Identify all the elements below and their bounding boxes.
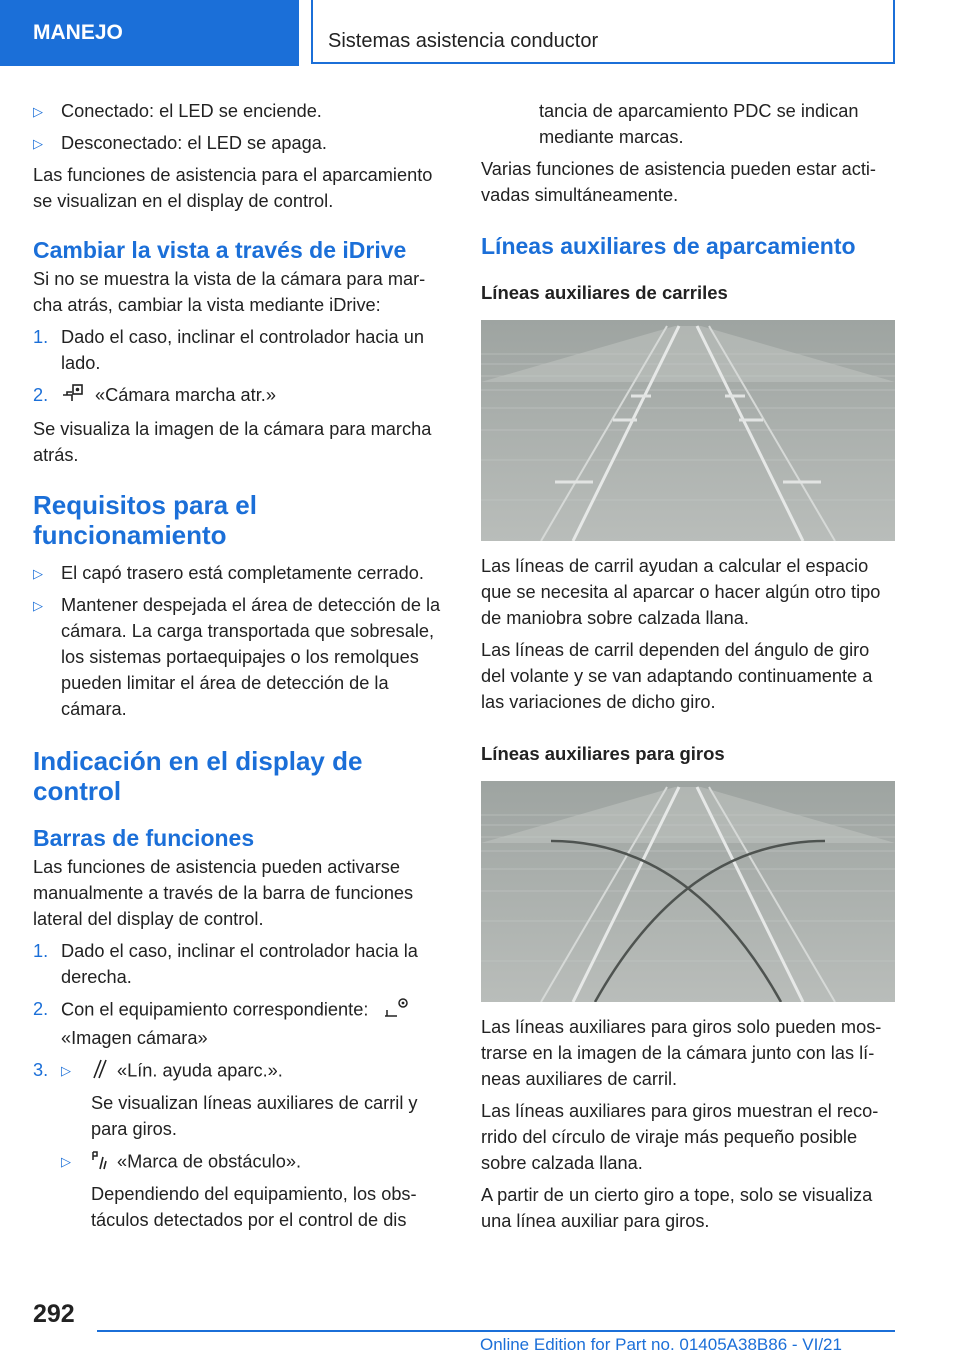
sub-list-item: ▷ «Marca de obstáculo». Dependiendo del equipamiento, los obstáculos detectados por el control de dis <box>61 1148 448 1233</box>
paragraph: Las líneas de carril ayudan a calcular el espacio que se necesita al aparcar o hacer algún otro tipo de maniobra sobre calzada llana. <box>481 556 881 628</box>
list-item: 1. Dado el caso, inclinar el controlador hacia un lado. <box>33 324 448 376</box>
list-item: ▷ Mantener despejada el área de detección de la cámara. La carga transportada que sobresale, los sistemas portaequipajes o los remolques pueden limitar el área de detección de la cámara. <box>33 594 441 719</box>
footer-edition: Online Edition for Part no. 01405A38B86 - VI/21 <box>480 1335 842 1354</box>
heading-requirements: Requisitos para el funcionamiento <box>33 489 257 550</box>
paragraph: Dependiendo del equipamiento, los obstáculos detectados por el control de dis <box>91 1183 417 1230</box>
obstacle-marker-icon <box>91 1148 109 1177</box>
step-number: 1. <box>33 940 49 961</box>
list-item <box>33 1057 448 1233</box>
left-column <box>33 98 448 1239</box>
page-number: 292 <box>33 1300 75 1328</box>
sub-list-item: ▷ «Lín. ayuda aparc.». Se visualizan líneas auxiliares de carril y para giros. <box>61 1057 448 1142</box>
step-number: 3. <box>33 1059 49 1080</box>
footer-divider <box>97 1330 895 1332</box>
paragraph: Se visualiza la imagen de la cámara para marcha atrás. <box>33 418 432 465</box>
list-item: 2. «Cámara marcha atr.» <box>33 382 448 410</box>
step-number: 2. <box>33 385 49 405</box>
chapter-title: Sistemas asistencia conductor <box>311 0 895 64</box>
list-item: ▷ Desconectado: el LED se apaga. <box>33 130 448 156</box>
camera-settings-icon <box>383 996 411 1025</box>
heading-change-view: Cambiar la vista a través de iDrive <box>33 237 407 263</box>
triangle-bullet-icon: ▷ <box>61 1153 71 1169</box>
rear-camera-icon <box>61 383 87 410</box>
triangle-bullet-icon: ▷ <box>33 565 43 581</box>
paragraph: A partir de un cierto giro a tope, solo se visualiza una línea auxiliar para giros. <box>481 1185 873 1231</box>
heading-function-bars: Barras de funciones <box>33 824 255 851</box>
turn-lines-illustration <box>481 781 895 1002</box>
list-item: ▷ El capó trasero está completamente cerrado. <box>33 560 448 586</box>
parking-lines-icon <box>91 1057 109 1086</box>
heading-lane-lines: Líneas auxiliares de carriles <box>481 282 728 303</box>
continued-text: tancia de aparcamiento PDC se indican mediante marcas. <box>539 101 859 147</box>
paragraph: Se visualizan líneas auxiliares de carril y para giros. <box>91 1092 418 1139</box>
triangle-bullet-icon: ▷ <box>33 597 43 613</box>
paragraph: Las líneas auxiliares para giros solo pueden mostrarse en la imagen de la cámara junto con las líneas auxiliares de carril. <box>481 1017 882 1089</box>
right-column <box>481 98 895 1240</box>
paragraph: Si no se muestra la vista de la cámara para marcha atrás, cambiar la vista mediante iDrive: <box>33 269 426 315</box>
triangle-bullet-icon: ▷ <box>61 1062 71 1078</box>
paragraph: Las líneas auxiliares para giros muestran el recorrido del círculo de viraje más pequeño posible sobre calzada llana. <box>481 1101 879 1173</box>
step-number: 2. <box>33 998 49 1019</box>
lane-lines-illustration <box>481 320 895 541</box>
heading-parking-lines: Líneas auxiliares de aparcamiento <box>481 233 856 259</box>
paragraph: Varias funciones de asistencia pueden estar activadas simultáneamente. <box>481 159 876 205</box>
triangle-bullet-icon: ▷ <box>33 104 43 119</box>
heading-display: Indicación en el display de control <box>33 745 363 806</box>
triangle-bullet-icon: ▷ <box>33 136 43 151</box>
section-tab: MANEJO <box>0 0 299 66</box>
paragraph: Las líneas de carril dependen del ángulo de giro del volante y se van adaptando continuamente a las variaciones de dicho giro. <box>481 640 873 712</box>
paragraph: Las funciones de asistencia pueden activarse manualmente a través de la barra de funciones lateral del display de control. <box>33 856 414 929</box>
list-item: ▷ Conectado: el LED se enciende. <box>33 98 448 124</box>
page-header <box>0 0 960 66</box>
list-item: 2. Con el equipamiento correspondiente: «Imagen cámara» <box>33 996 448 1051</box>
list-item: 1. Dado el caso, inclinar el controlador hacia la derecha. <box>33 938 448 990</box>
step-number: 1. <box>33 327 49 347</box>
paragraph: Las funciones de asistencia para el aparcamiento se visualizan en el display de control. <box>33 165 433 211</box>
heading-turn-lines: Líneas auxiliares para giros <box>481 743 725 764</box>
